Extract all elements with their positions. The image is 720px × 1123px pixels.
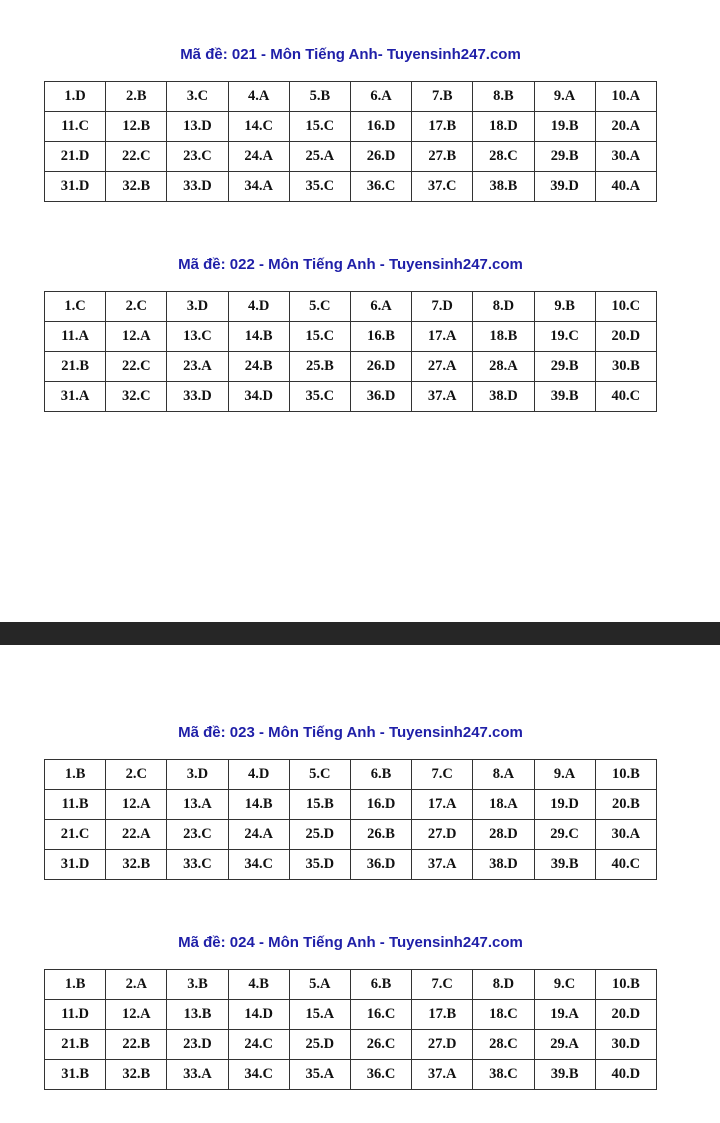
answer-cell: 26.D [350, 142, 411, 172]
answer-cell: 36.C [350, 172, 411, 202]
answer-cell: 9.A [534, 82, 595, 112]
answer-cell: 25.A [289, 142, 350, 172]
answer-cell: 8.A [473, 760, 534, 790]
answer-cell: 5.C [289, 760, 350, 790]
answer-cell: 29.A [534, 1030, 595, 1060]
answer-cell: 17.B [412, 112, 473, 142]
answer-cell: 12.A [106, 1000, 167, 1030]
answer-cell: 19.D [534, 790, 595, 820]
answer-cell: 16.C [350, 1000, 411, 1030]
answer-cell: 13.B [167, 1000, 228, 1030]
answer-cell: 35.A [289, 1060, 350, 1090]
answer-cell: 2.C [106, 292, 167, 322]
answer-cell: 31.A [45, 382, 106, 412]
answer-cell: 4.B [228, 970, 289, 1000]
answer-cell: 7.C [412, 970, 473, 1000]
answer-cell: 26.C [350, 1030, 411, 1060]
answer-cell: 2.A [106, 970, 167, 1000]
answer-cell: 8.D [473, 292, 534, 322]
answer-row [45, 172, 657, 202]
answer-row [45, 292, 657, 322]
document-page-2 [0, 645, 720, 1123]
answer-cell: 2.B [106, 82, 167, 112]
answer-cell: 30.B [595, 352, 656, 382]
answer-cell: 1.D [45, 82, 106, 112]
answer-table [44, 81, 657, 202]
answer-cell: 29.B [534, 352, 595, 382]
answer-cell: 5.A [289, 970, 350, 1000]
answer-cell: 24.A [228, 820, 289, 850]
answer-cell: 12.A [106, 790, 167, 820]
exam-title: Mã đề: 022 - Môn Tiếng Anh - Tuyensinh247.com [178, 256, 523, 273]
answer-cell: 40.A [595, 172, 656, 202]
answer-row [45, 970, 657, 1000]
answer-cell: 4.D [228, 292, 289, 322]
answer-cell: 32.C [106, 382, 167, 412]
answer-cell: 22.C [106, 352, 167, 382]
answer-row [45, 790, 657, 820]
answer-cell: 22.A [106, 820, 167, 850]
answer-cell: 23.A [167, 352, 228, 382]
answer-cell: 34.C [228, 1060, 289, 1090]
answer-row [45, 760, 657, 790]
answer-cell: 7.D [412, 292, 473, 322]
answer-cell: 15.B [289, 790, 350, 820]
answer-cell: 35.C [289, 382, 350, 412]
answer-cell: 27.D [412, 1030, 473, 1060]
answer-row [45, 322, 657, 352]
answer-cell: 35.C [289, 172, 350, 202]
answer-cell: 33.C [167, 850, 228, 880]
answer-cell: 4.D [228, 760, 289, 790]
answer-cell: 3.C [167, 82, 228, 112]
answer-cell: 36.D [350, 850, 411, 880]
answer-cell: 28.C [473, 142, 534, 172]
answer-row [45, 1000, 657, 1030]
exam-title: Mã đề: 024 - Môn Tiếng Anh - Tuyensinh247.com [178, 934, 523, 951]
answer-cell: 14.B [228, 322, 289, 352]
answer-cell: 15.A [289, 1000, 350, 1030]
answer-cell: 1.B [45, 760, 106, 790]
answer-cell: 27.A [412, 352, 473, 382]
exam-title: Mã đề: 021 - Môn Tiếng Anh- Tuyensinh247.com [180, 46, 521, 63]
answer-cell: 26.D [350, 352, 411, 382]
answer-cell: 30.A [595, 142, 656, 172]
answer-cell: 37.A [412, 382, 473, 412]
answer-cell: 10.B [595, 760, 656, 790]
answer-cell: 19.B [534, 112, 595, 142]
answer-cell: 21.B [45, 1030, 106, 1060]
answer-cell: 6.A [350, 292, 411, 322]
answer-cell: 21.C [45, 820, 106, 850]
answer-cell: 39.B [534, 1060, 595, 1090]
answer-cell: 27.B [412, 142, 473, 172]
answer-cell: 13.D [167, 112, 228, 142]
answer-cell: 28.D [473, 820, 534, 850]
answer-cell: 31.B [45, 1060, 106, 1090]
answer-cell: 40.C [595, 850, 656, 880]
answer-cell: 10.A [595, 82, 656, 112]
answer-cell: 20.A [595, 112, 656, 142]
answer-cell: 34.A [228, 172, 289, 202]
answer-cell: 35.D [289, 850, 350, 880]
answer-cell: 1.B [45, 970, 106, 1000]
answer-cell: 22.C [106, 142, 167, 172]
answer-row [45, 1060, 657, 1090]
page-divider [0, 622, 720, 645]
answer-cell: 36.D [350, 382, 411, 412]
answer-cell: 5.C [289, 292, 350, 322]
answer-cell: 32.B [106, 172, 167, 202]
answer-cell: 23.C [167, 820, 228, 850]
answer-cell: 39.B [534, 850, 595, 880]
answer-cell: 29.B [534, 142, 595, 172]
answer-cell: 7.C [412, 760, 473, 790]
answer-row [45, 352, 657, 382]
answer-cell: 30.D [595, 1030, 656, 1060]
answer-cell: 11.C [45, 112, 106, 142]
answer-cell: 31.D [45, 850, 106, 880]
answer-row [45, 142, 657, 172]
answer-cell: 8.D [473, 970, 534, 1000]
answer-cell: 13.A [167, 790, 228, 820]
answer-cell: 8.B [473, 82, 534, 112]
answer-cell: 28.C [473, 1030, 534, 1060]
answer-cell: 23.D [167, 1030, 228, 1060]
answer-cell: 11.A [45, 322, 106, 352]
answer-cell: 28.A [473, 352, 534, 382]
answer-cell: 26.B [350, 820, 411, 850]
answer-table [44, 291, 657, 412]
answer-cell: 25.D [289, 1030, 350, 1060]
answer-cell: 17.B [412, 1000, 473, 1030]
answer-cell: 9.B [534, 292, 595, 322]
answer-cell: 9.A [534, 760, 595, 790]
answer-cell: 3.B [167, 970, 228, 1000]
answer-cell: 29.C [534, 820, 595, 850]
exam-title: Mã đề: 023 - Môn Tiếng Anh - Tuyensinh247.com [178, 724, 523, 741]
answer-cell: 25.D [289, 820, 350, 850]
answer-cell: 38.C [473, 1060, 534, 1090]
answer-cell: 32.B [106, 1060, 167, 1090]
answer-table [44, 969, 657, 1090]
answer-cell: 38.D [473, 382, 534, 412]
answer-cell: 31.D [45, 172, 106, 202]
answer-cell: 6.B [350, 760, 411, 790]
answer-row [45, 82, 657, 112]
answer-cell: 16.B [350, 322, 411, 352]
answer-cell: 3.D [167, 292, 228, 322]
answer-cell: 39.B [534, 382, 595, 412]
answer-cell: 11.D [45, 1000, 106, 1030]
answer-cell: 33.D [167, 382, 228, 412]
answer-cell: 12.B [106, 112, 167, 142]
answer-table [44, 759, 657, 880]
answer-cell: 27.D [412, 820, 473, 850]
answer-cell: 19.A [534, 1000, 595, 1030]
answer-cell: 40.C [595, 382, 656, 412]
answer-row [45, 112, 657, 142]
answer-cell: 33.A [167, 1060, 228, 1090]
answer-row [45, 820, 657, 850]
answer-cell: 10.C [595, 292, 656, 322]
answer-cell: 3.D [167, 760, 228, 790]
answer-cell: 33.D [167, 172, 228, 202]
answer-cell: 14.C [228, 112, 289, 142]
answer-cell: 22.B [106, 1030, 167, 1060]
answer-cell: 32.B [106, 850, 167, 880]
answer-cell: 9.C [534, 970, 595, 1000]
answer-cell: 38.B [473, 172, 534, 202]
answer-cell: 37.A [412, 850, 473, 880]
answer-cell: 14.B [228, 790, 289, 820]
answer-cell: 38.D [473, 850, 534, 880]
answer-cell: 11.B [45, 790, 106, 820]
answer-cell: 5.B [289, 82, 350, 112]
answer-cell: 18.A [473, 790, 534, 820]
answer-cell: 21.D [45, 142, 106, 172]
answer-cell: 13.C [167, 322, 228, 352]
answer-cell: 18.C [473, 1000, 534, 1030]
answer-cell: 25.B [289, 352, 350, 382]
answer-cell: 6.A [350, 82, 411, 112]
answer-row [45, 1030, 657, 1060]
answer-cell: 6.B [350, 970, 411, 1000]
answer-cell: 21.B [45, 352, 106, 382]
answer-cell: 37.C [412, 172, 473, 202]
answer-cell: 23.C [167, 142, 228, 172]
answer-cell: 4.A [228, 82, 289, 112]
answer-cell: 16.D [350, 112, 411, 142]
answer-cell: 18.D [473, 112, 534, 142]
answer-cell: 37.A [412, 1060, 473, 1090]
answer-cell: 40.D [595, 1060, 656, 1090]
answer-row [45, 850, 657, 880]
answer-cell: 15.C [289, 112, 350, 142]
answer-cell: 20.D [595, 322, 656, 352]
answer-cell: 30.A [595, 820, 656, 850]
answer-cell: 14.D [228, 1000, 289, 1030]
answer-cell: 1.C [45, 292, 106, 322]
answer-cell: 17.A [412, 790, 473, 820]
answer-cell: 34.D [228, 382, 289, 412]
answer-cell: 12.A [106, 322, 167, 352]
answer-row [45, 382, 657, 412]
answer-cell: 2.C [106, 760, 167, 790]
answer-cell: 7.B [412, 82, 473, 112]
answer-cell: 20.D [595, 1000, 656, 1030]
answer-cell: 24.A [228, 142, 289, 172]
answer-cell: 15.C [289, 322, 350, 352]
answer-cell: 19.C [534, 322, 595, 352]
answer-cell: 20.B [595, 790, 656, 820]
answer-cell: 24.C [228, 1030, 289, 1060]
answer-cell: 17.A [412, 322, 473, 352]
answer-cell: 24.B [228, 352, 289, 382]
answer-cell: 36.C [350, 1060, 411, 1090]
answer-cell: 16.D [350, 790, 411, 820]
answer-cell: 34.C [228, 850, 289, 880]
answer-cell: 18.B [473, 322, 534, 352]
answer-cell: 39.D [534, 172, 595, 202]
answer-cell: 10.B [595, 970, 656, 1000]
